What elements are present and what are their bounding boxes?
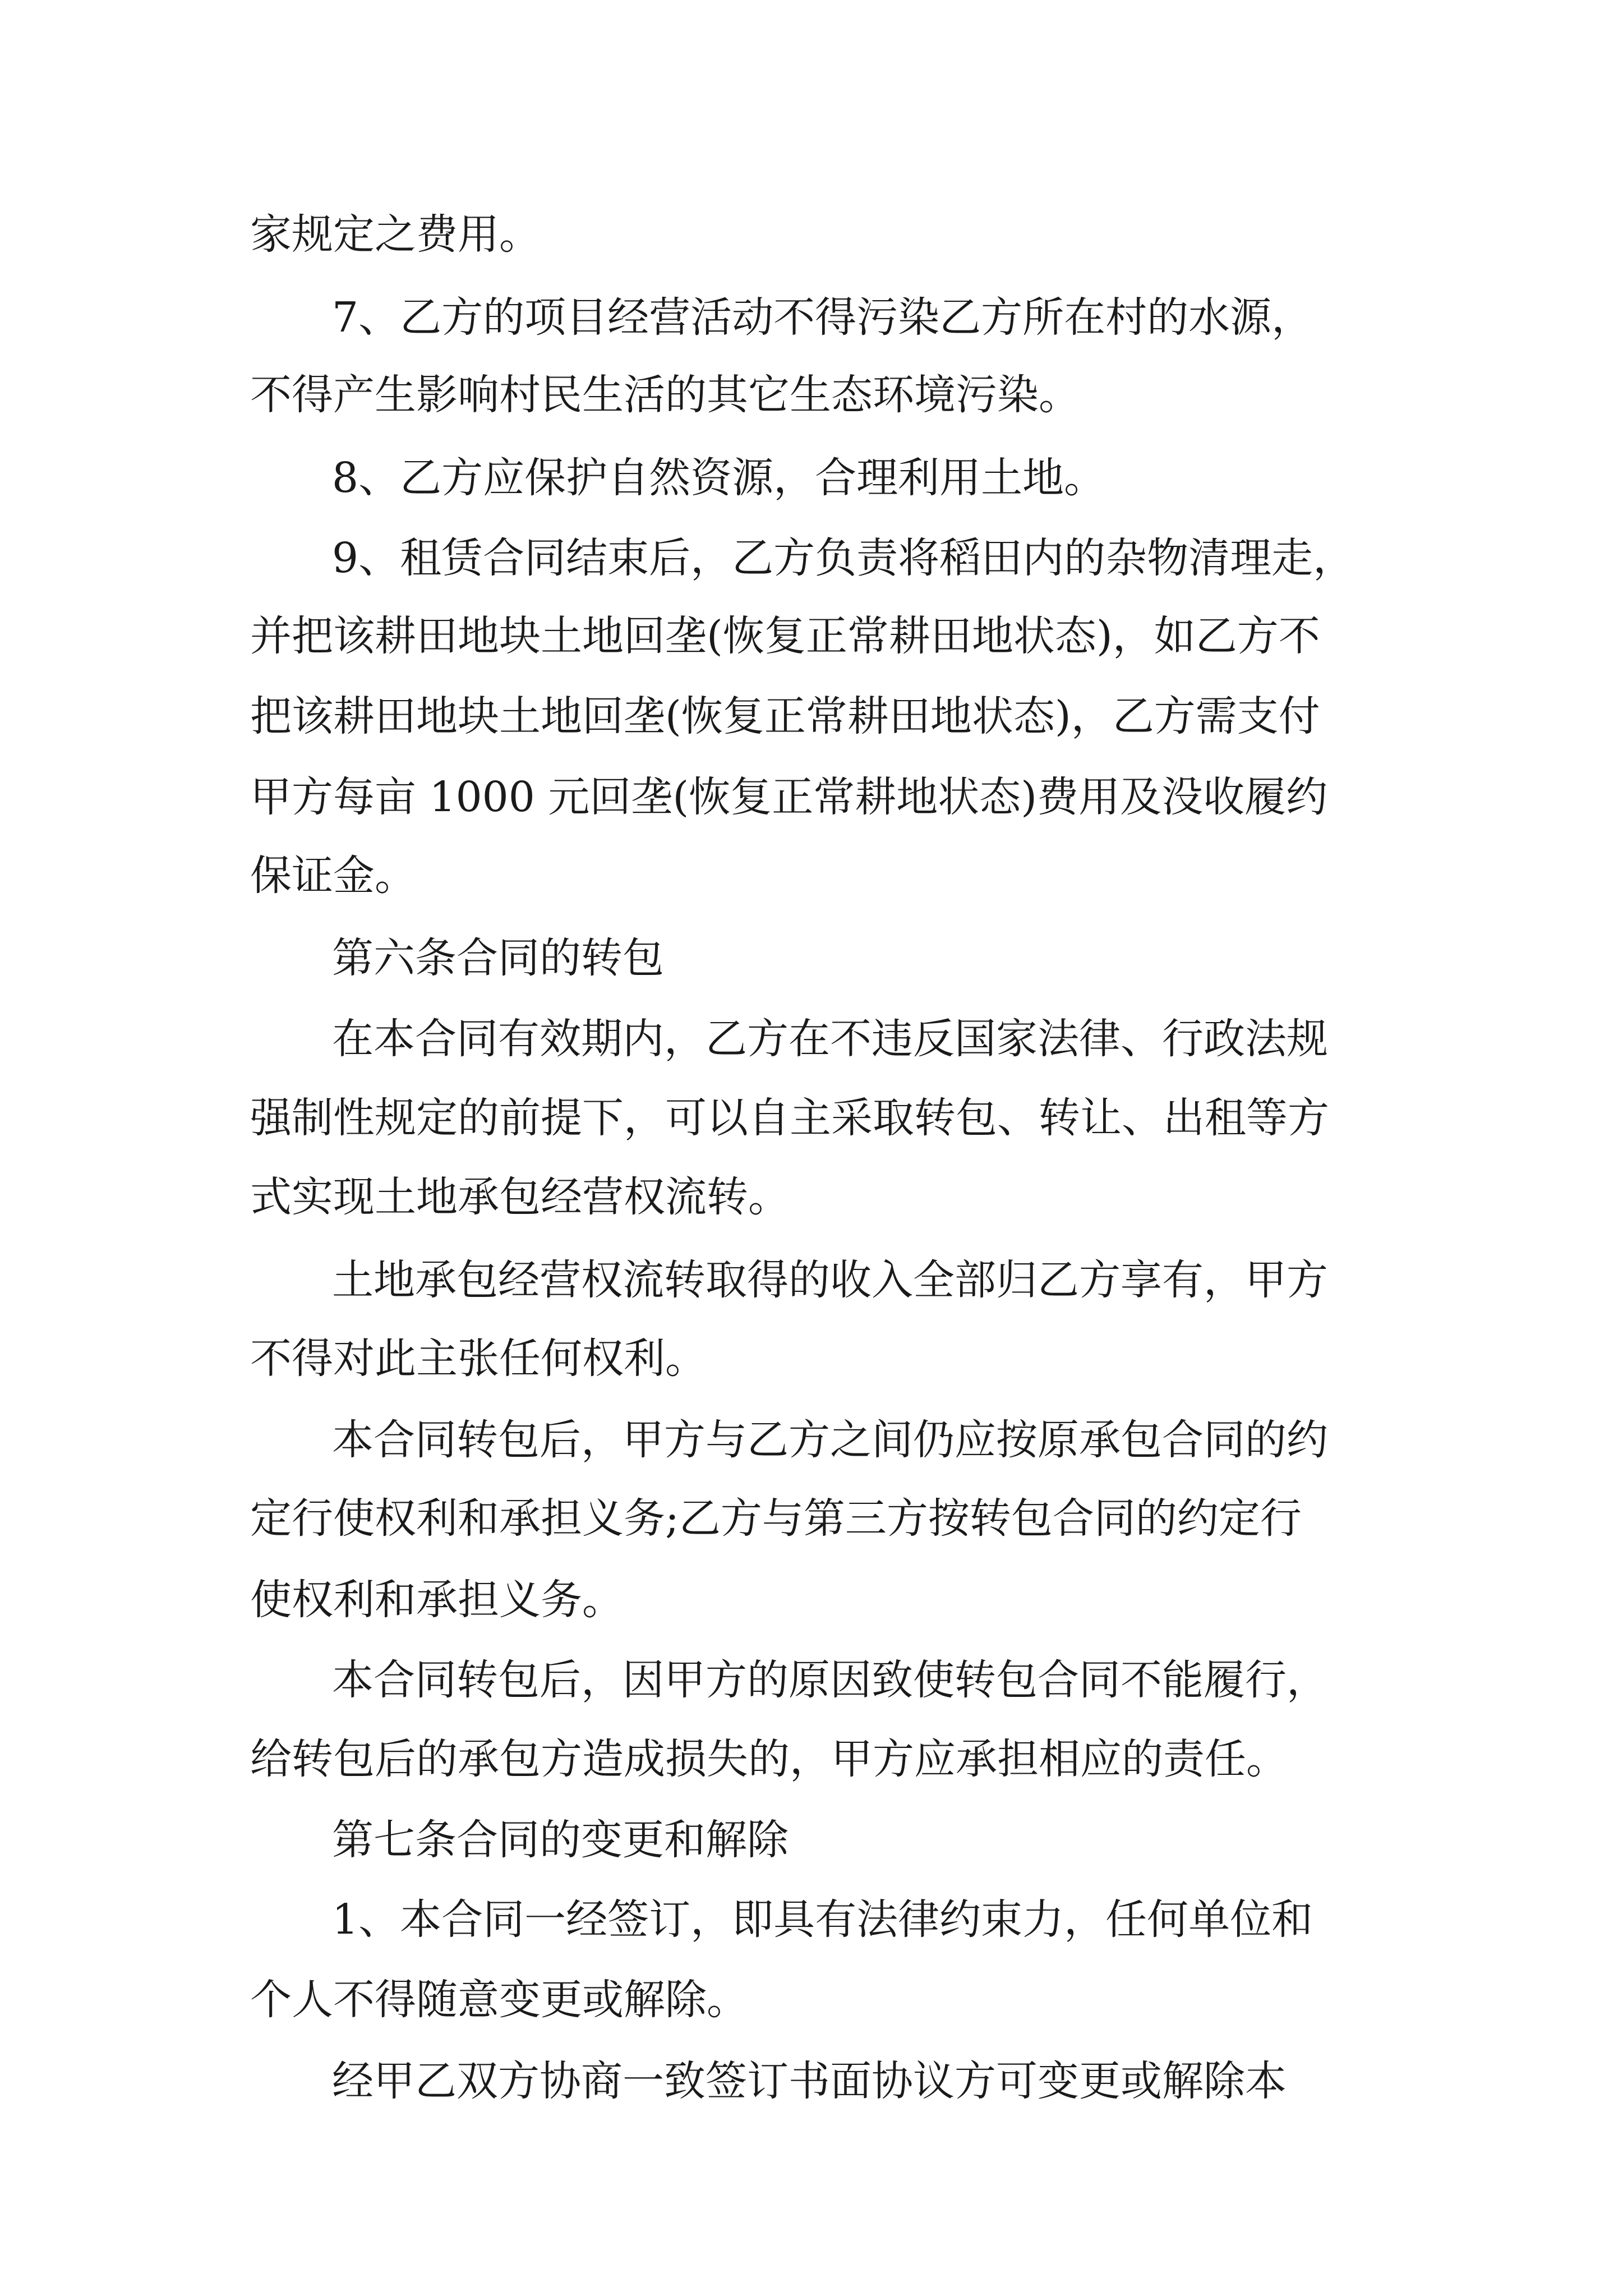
text-line: 本合同转包后，甲方与乙方之间仍应按原承包合同的约: [332, 1416, 1328, 1464]
text-line: 甲方每亩 1000 元回垄(恢复正常耕地状态)费用及没收履约: [250, 773, 1328, 821]
text-line: 定行使权利和承担义务;乙方与第三方按转包合同的约定行: [250, 1494, 1302, 1543]
text-line: 个人不得随意变更或解除。: [250, 1976, 748, 2024]
section-heading: 第六条合同的转包: [332, 934, 664, 982]
text-line: 9、租赁合同结束后，乙方负责将稻田内的杂物清理走，: [332, 534, 1355, 582]
text-line: 给转包后的承包方造成损失的，甲方应承担相应的责任。: [250, 1735, 1288, 1783]
text-line: 式实现土地承包经营权流转。: [250, 1173, 790, 1221]
text-line: 家规定之费用。: [250, 210, 541, 259]
text-line: 把该耕田地块土地回垄(恢复正常耕田地状态)，乙方需支付: [250, 692, 1320, 740]
section-heading: 第七条合同的变更和解除: [332, 1816, 789, 1864]
text-line: 经甲乙双方协商一致签订书面协议方可变更或解除本: [332, 2057, 1287, 2105]
text-line: 土地承包经营权流转取得的收入全部归乙方享有，甲方: [332, 1256, 1328, 1304]
text-line: 7、乙方的项目经营活动不得污染乙方所在村的水源，: [332, 293, 1313, 342]
text-line: 不得对此主张任何权利。: [250, 1335, 707, 1383]
text-line: 不得产生影响村民生活的其它生态环境污染。: [250, 371, 1080, 419]
text-line: 并把该耕田地块土地回垄(恢复正常耕田地状态)，如乙方不: [250, 612, 1320, 660]
text-line: 使权利和承担义务。: [250, 1576, 624, 1624]
text-line: 在本合同有效期内，乙方在不违反国家法律、行政法规: [332, 1015, 1328, 1063]
text-line: 强制性规定的前提下，可以自主采取转包、转让、出租等方: [250, 1094, 1329, 1142]
text-line: 1、本合同一经签订，即具有法律约束力，任何单位和: [332, 1895, 1313, 1944]
text-line: 本合同转包后，因甲方的原因致使转包合同不能履行，: [332, 1656, 1328, 1704]
text-line: 保证金。: [250, 852, 416, 900]
text-line: 8、乙方应保护自然资源，合理利用土地。: [332, 454, 1106, 502]
